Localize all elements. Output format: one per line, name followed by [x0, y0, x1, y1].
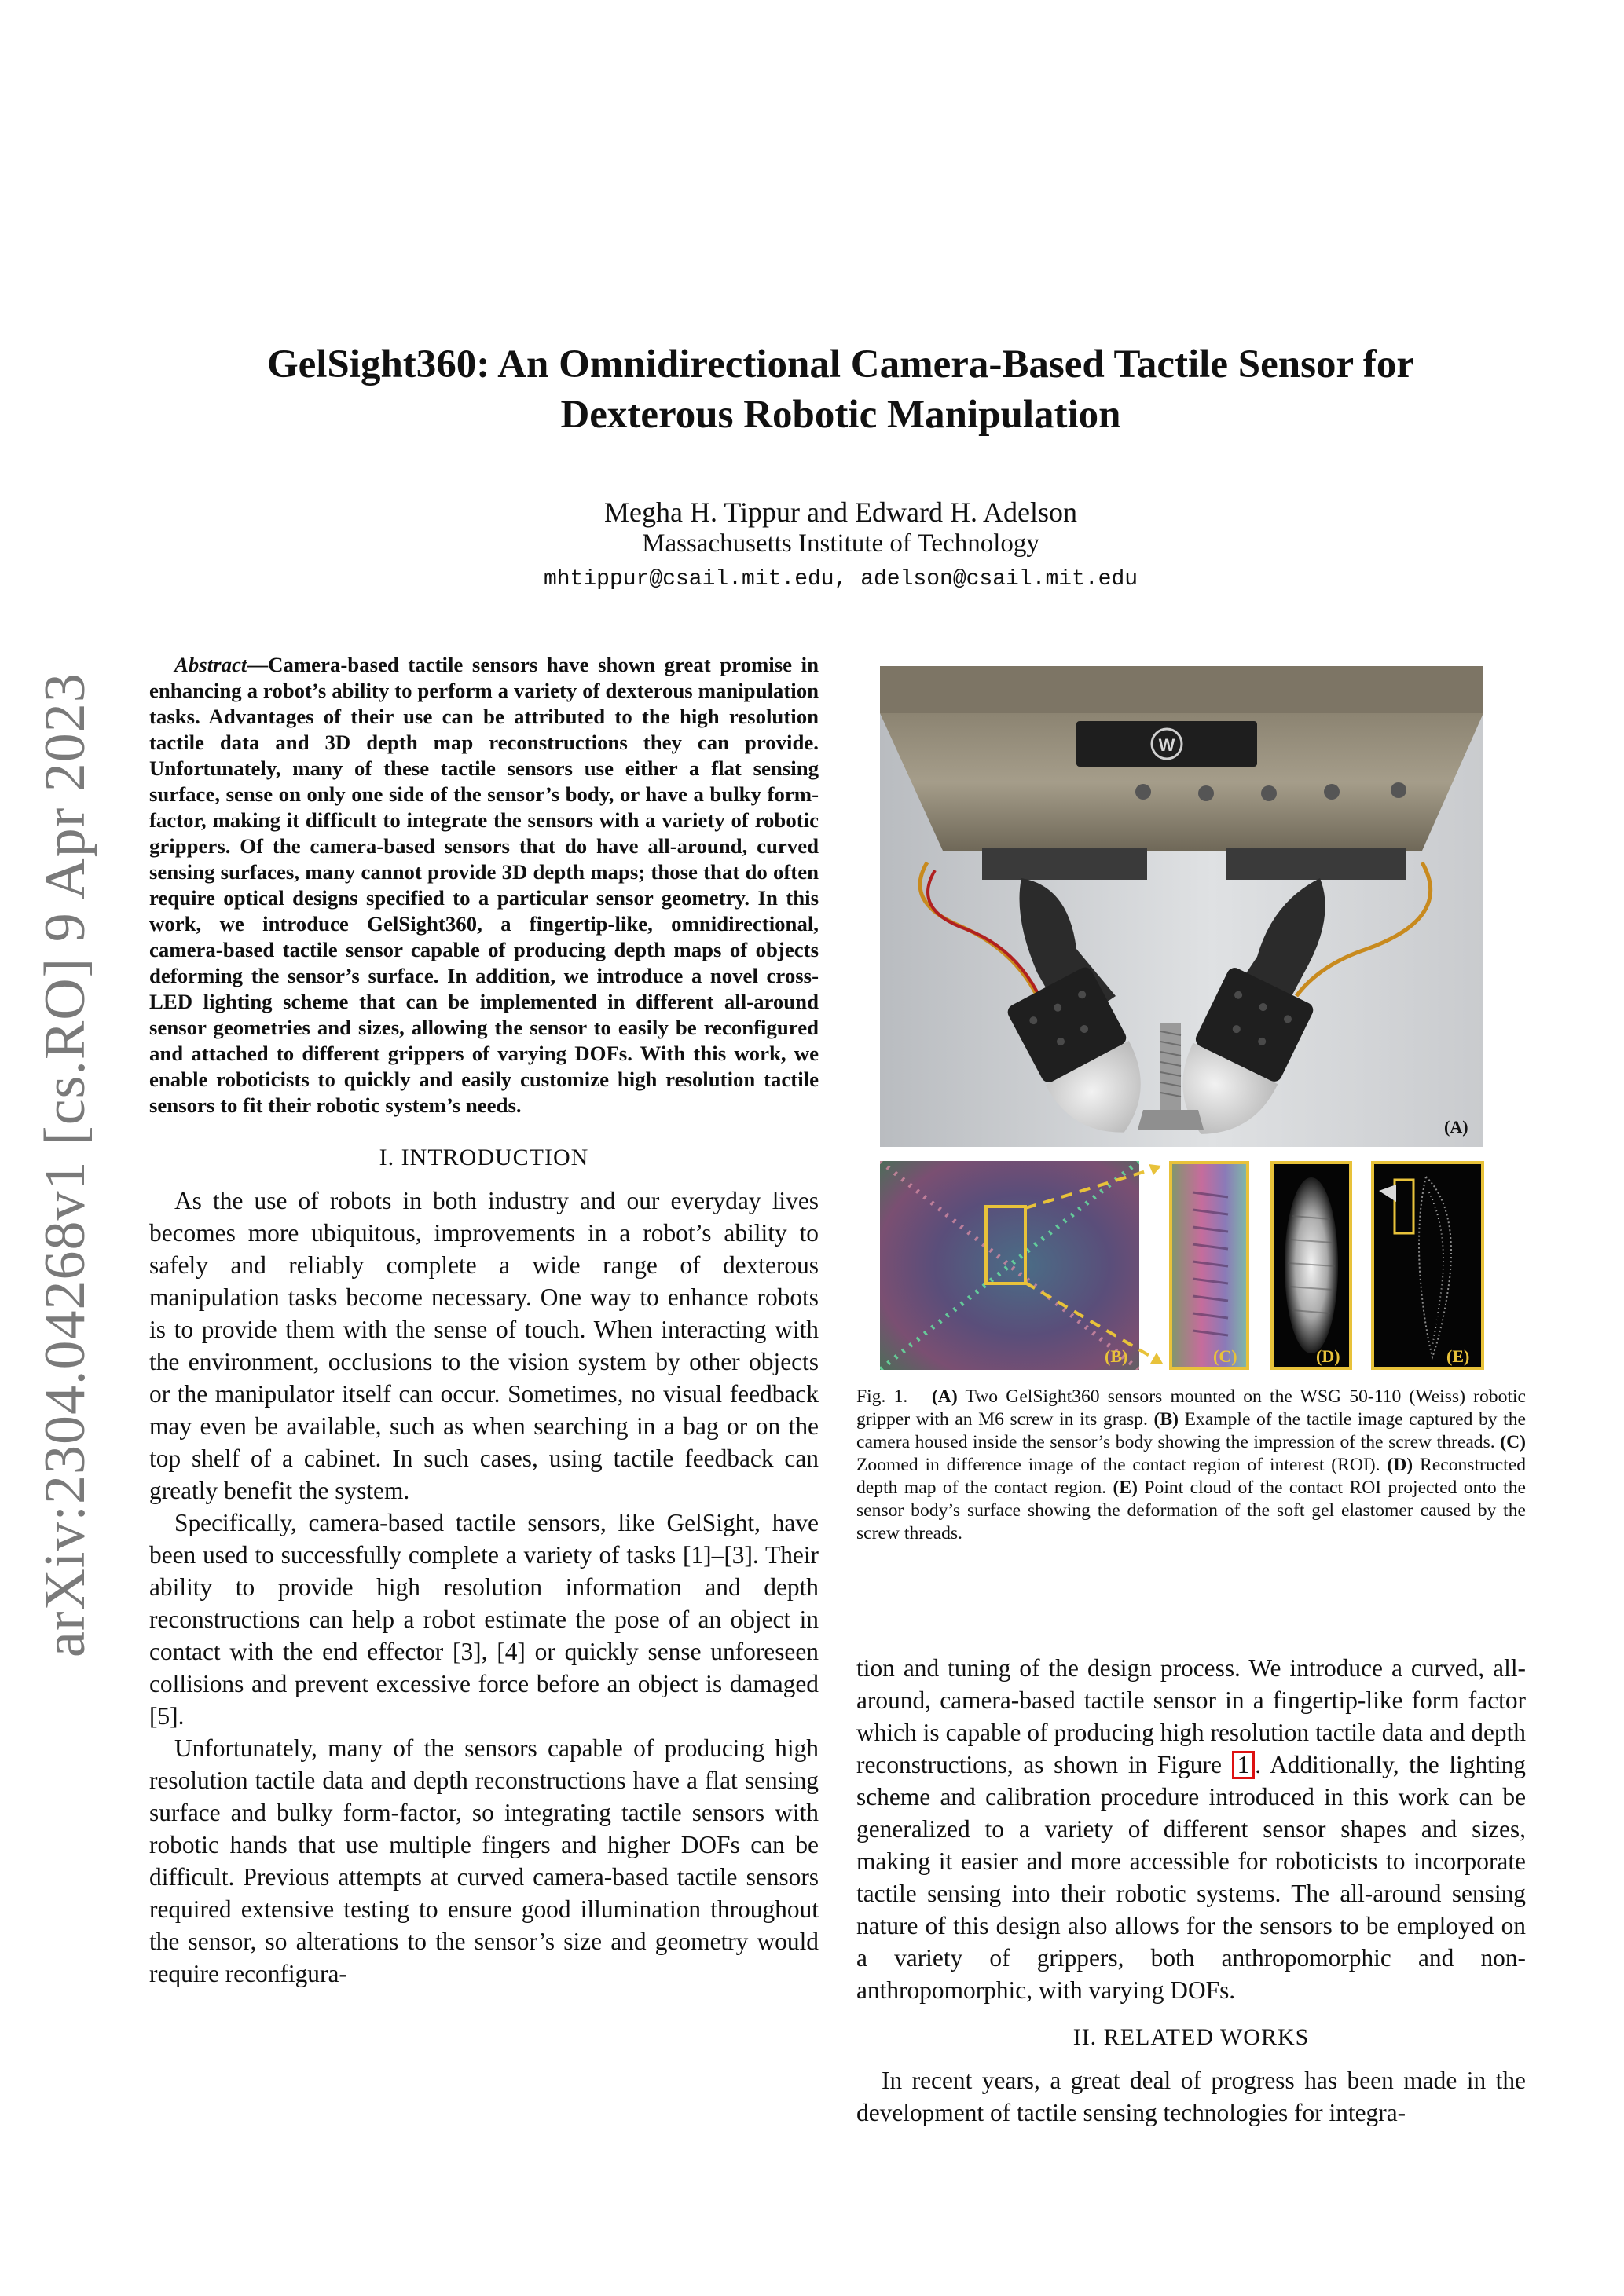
- author-affiliation: Massachusetts Institute of Technology: [642, 529, 1039, 558]
- left-column: [149, 652, 819, 1990]
- title-line-1: GelSight360: An Omnidirectional Camera-Based Tactile Sensor for: [266, 342, 1415, 386]
- author-names: Megha H. Tippur and Edward H. Adelson: [604, 496, 1077, 528]
- figure-1d-depth-map: [1270, 1161, 1352, 1370]
- figure-label-c: (C): [1213, 1346, 1237, 1366]
- figure-1e-point-cloud: [1371, 1161, 1484, 1370]
- caption-fig-number: Fig. 1.: [856, 1386, 908, 1407]
- zoom-connector-arrows: [1021, 1161, 1179, 1370]
- abstract-label: Abstract: [174, 653, 247, 676]
- author-emails: mhtippur@csail.mit.edu, adelson@csail.mit.edu: [543, 567, 1138, 591]
- intro-continued-text-b: . Additionally, the lighting scheme and calibration procedure introduced in this work can be generalized to a variety of different sensor shapes and sizes, making it easier and more accessible for roboticists to incorporate tactile sensing into their robotic systems. The all-around sensing nature of this design also allows for the sensors to be employed on a variety of grippers, both anthropomorphic and non-anthropomorphic, with varying DOFs.: [856, 1751, 1527, 2004]
- intro-paragraph-1: As the use of robots in both industry and our everyday lives becomes more ubiquitous, improvements in a robot’s ability to safely and reliably complete a wide range of dexterous manipulation tasks become necessary. One way to enhance robots is to provide them with the sense of touch. When interacting with the environment, occlusions to the vision system by other objects or the manipulator itself can occur. Sometimes, no visual feedback may even be available, such as when searching in a bag or on the top shelf of a cabinet. In such cases, using tactile feedback can greatly benefit the system.: [149, 1187, 819, 1504]
- title-line-2: Dexterous Robotic Manipulation: [560, 393, 1121, 437]
- gripper-plate-logo: W: [1158, 735, 1175, 755]
- right-column: [856, 1652, 1526, 2129]
- caption-text-a: Two GelSight360 sensors mounted on the WSG 50-110 (Weiss) robotic gripper with an M6 screw in its grasp.: [856, 1386, 1526, 1430]
- figure-label-a: (A): [1444, 1117, 1468, 1137]
- paper-title: [94, 339, 1587, 440]
- intro-paragraph-3: Unfortunately, many of the sensors capable of producing high resolution tactile data and depth reconstructions have a flat sensing surface and bulky form-factor, so integrating tactile sensors with robotic hands that use multiple fingers and higher DOFs can be difficult. Previous attempts at curved camera-based tactile sensors required extensive testing to ensure good illumination throughout the sensor, so alterations to the sensor’s size and geometry would require reconfigura-: [149, 1734, 819, 1987]
- caption-text-b: Example of the tactile image captured by the camera housed inside the sensor’s body showing the impression of the screw threads.: [856, 1409, 1526, 1452]
- figure-1-caption: [856, 1386, 1526, 1545]
- figure-1a-photo: [880, 666, 1483, 1147]
- caption-text-d: Reconstructed depth map of the contact region.: [856, 1455, 1526, 1498]
- caption-key-a: (A): [931, 1386, 958, 1407]
- caption-key-d: (D): [1387, 1455, 1413, 1475]
- figure-1-reference-link[interactable]: 1: [1232, 1751, 1256, 1779]
- intro-paragraph-2: Specifically, camera-based tactile sensors, like GelSight, have been used to successfully complete a variety of tasks [1]–[3]. Their ability to provide high resolution information and depth reconstructions can help a robot estimate the pose of an object in contact with the end effector [3], [4] or quickly sense unforeseen collisions and prevent excessive force before an object is damaged [5].: [149, 1509, 819, 1730]
- section-title-related-works: II. RELATED WORKS: [1072, 2024, 1310, 2050]
- intro-continued-text-a: tion and tuning of the design process. We introduce a curved, all-around, camera-based tactile sensor in a fingertip-like form factor which is capable of producing high resolution tactile data and depth reconstructions, as shown in Figure: [856, 1654, 1526, 1778]
- arxiv-sidebar-id: arXiv:2304.04268v1 [cs.RO] 9 Apr 2023: [33, 672, 97, 1657]
- intro-continued-paragraph: [856, 1652, 1526, 2006]
- caption-text-e: Point cloud of the contact ROI projected onto the sensor body’s surface showing the deformation of the soft gel elastomer caused by the screw threads.: [856, 1478, 1526, 1543]
- figure-label-e: (E): [1446, 1346, 1470, 1366]
- figure-label-d: (D): [1316, 1346, 1340, 1366]
- section-title-introduction: I. INTRODUCTION: [379, 1144, 589, 1170]
- caption-key-b: (B): [1153, 1409, 1179, 1430]
- caption-key-e: (E): [1113, 1478, 1138, 1498]
- caption-text-c: Zoomed in difference image of the contact region of interest (ROI).: [856, 1455, 1388, 1475]
- related-works-paragraph-1: In recent years, a great deal of progress has been made in the development of tactile sensing technologies for integra-: [856, 2067, 1526, 2126]
- abstract-dash: —: [247, 653, 269, 676]
- caption-key-c: (C): [1500, 1432, 1526, 1452]
- figure-label-b: (B): [1105, 1346, 1128, 1366]
- abstract-text: Camera-based tactile sensors have shown great promise in enhancing a robot’s ability to perform a variety of dexterous manipulation tasks. Advantages of their use can be attributed to the high resolution tactile data and 3D depth map reconstructions they can provide. Unfortunately, many of these tactile sensors use either a flat sensing surface, sense on only one side of the sensor’s body, or have a bulky form-factor, making it difficult to integrate the sensors with a variety of robotic grippers. Of the camera-based sensors that do have all-around, curved sensing surfaces, many cannot provide 3D depth maps; those that do often require optical designs specified to a particular sensor geometry. In this work, we introduce GelSight360, a fingertip-like, omnidirectional, camera-based tactile sensor capable of producing depth maps of objects deforming the sensor’s surface. In addition, we introduce a novel cross-LED lighting scheme that can be implemented in different all-around sensor geometries and sizes, allowing the sensor to easily be reconfigured and attached to different grippers of varying DOFs. With this work, we enable roboticists to quickly and easily customize high resolution tactile sensors to fit their robotic system’s needs.: [149, 653, 819, 1117]
- figure-1c-difference-image: [1169, 1161, 1249, 1370]
- abstract: [149, 652, 819, 1119]
- gripper-photo-illustration: [880, 666, 1483, 1147]
